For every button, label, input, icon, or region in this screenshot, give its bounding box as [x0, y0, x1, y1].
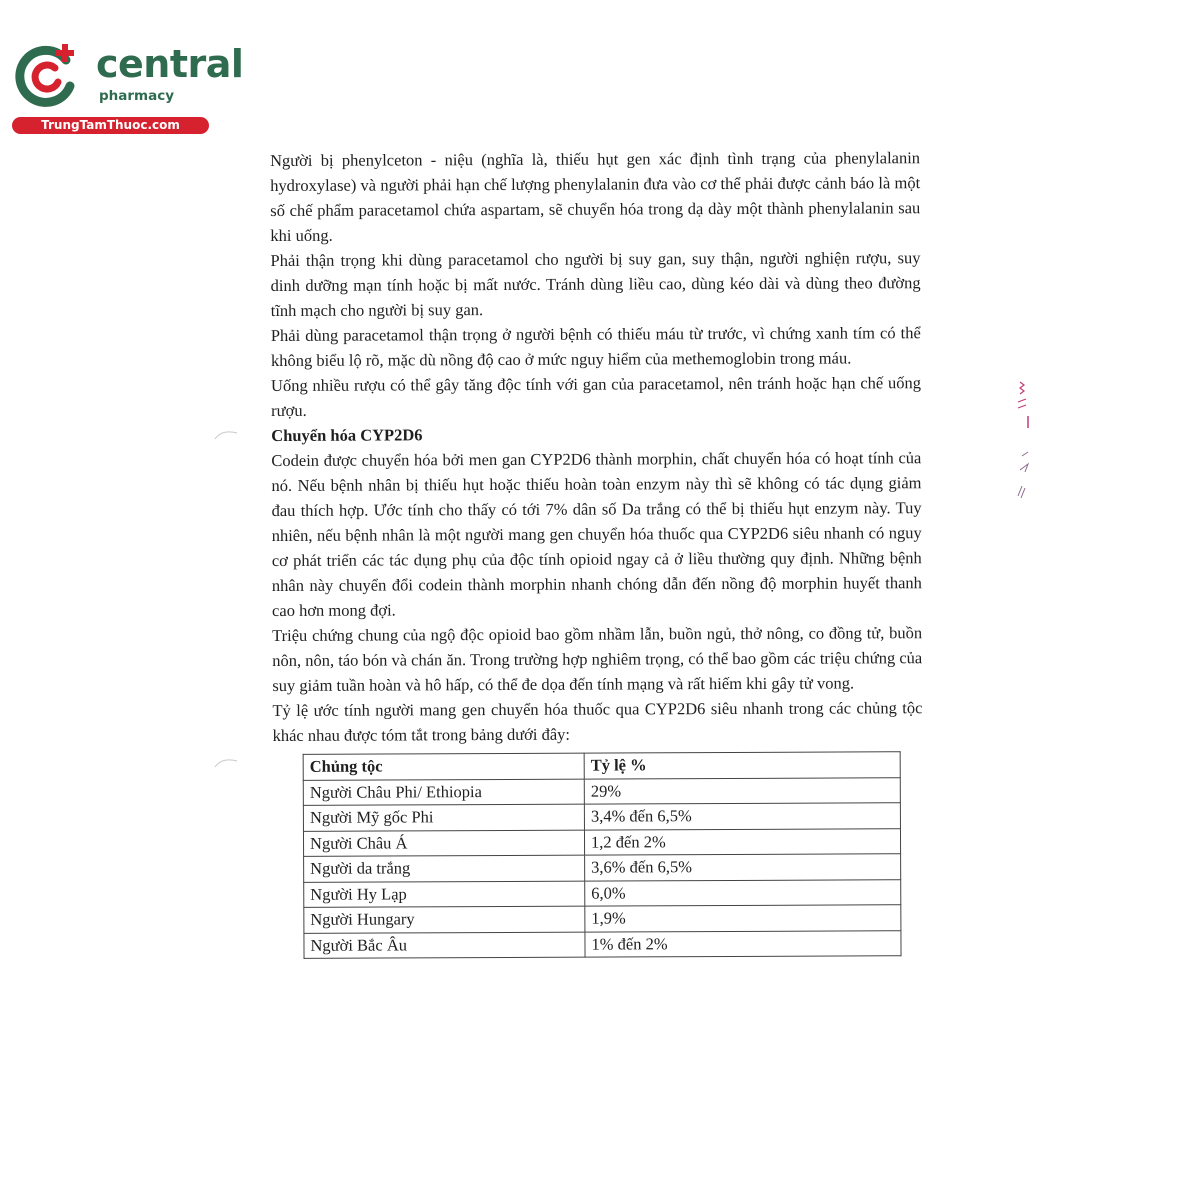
- table-row: [303, 803, 900, 831]
- central-pharmacy-logo[interactable]: [10, 38, 244, 138]
- table-cell-ratio: 1,9%: [585, 905, 901, 932]
- table-header-ratio: Tỷ lệ %: [584, 752, 900, 779]
- document-body: [270, 145, 924, 959]
- logo-brand-name: central: [96, 42, 244, 86]
- table-cell-ethnicity: Người Mỹ gốc Phi: [303, 804, 584, 831]
- paragraph-phenylketonuria: Người bị phenylceton - niệu (nghĩa là, thiếu hụt gen xác định tình trạng của phenylalanin hydroxylase) và người phải hạn chế lượng phenylalanin đưa vào cơ thể phải được cảnh báo là một số chế phẩm paracetamol chứa aspartam, sẽ chuyển hóa trong dạ dày một thành phenylalanin sau khi uống.: [270, 148, 921, 245]
- table-cell-ratio: 6,0%: [585, 879, 901, 906]
- section-heading-cyp2d6: Chuyển hóa CYP2D6: [271, 425, 423, 445]
- table-cell-ethnicity: Người da trắng: [304, 855, 585, 882]
- table-header-ethnicity: Chủng tộc: [303, 753, 584, 780]
- paragraph-codeine-metabolism: Codein được chuyển hóa bởi men gan CYP2D6 thành morphin, chất chuyển hóa có hoạt tính của nó. Nếu bệnh nhân bị thiếu hụt hoặc thiếu hoàn toàn enzym này thì sẽ không có tác dụng giảm đau thích hợp. Ước tính cho thấy có tới 7% dân số Da trắng có thể bị thiếu hụt enzym này. Tuy nhiên, nếu bệnh nhân là một người mang gen chuyển hóa thuốc qua CYP2D6 siêu nhanh có nguy cơ phát triển các tác dụng phụ của độc tính opioid ngay cả ở liều thường quy định. Những bệnh nhân này chuyển đổi codein thành morphin nhanh chóng dẫn đến nồng độ morphin huyết thanh cao hơn mong đợi.: [271, 448, 922, 620]
- table-cell-ratio: 1% đến 2%: [585, 930, 901, 957]
- table-row: [304, 854, 901, 882]
- table-row: [303, 777, 900, 805]
- table-header-row: [303, 752, 900, 780]
- table-row: [304, 905, 901, 933]
- table-cell-ethnicity: Người Hungary: [304, 906, 585, 933]
- table-row: [304, 930, 901, 958]
- punch-hole-mark-icon: [214, 428, 238, 440]
- side-stamp-mark-icon: [1008, 378, 1038, 518]
- table-cell-ratio: 3,4% đến 6,5%: [584, 803, 900, 830]
- table-cell-ethnicity: Người Bắc Âu: [304, 932, 585, 959]
- table-cell-ratio: 3,6% đến 6,5%: [585, 854, 901, 881]
- paragraph-opioid-toxicity: Triệu chứng chung của ngộ độc opioid bao gồm nhầm lẫn, buồn ngủ, thở nông, co đồng tử, buồn nôn, nôn, táo bón và chán ăn. Trong trường hợp nghiêm trọng, có thể bao gồm các triệu chứng của suy giảm tuần hoàn và hô hấp, có thể đe dọa đến tính mạng và rất hiếm khi gây tử vong.: [272, 623, 923, 695]
- pharmacy-cross-logo-icon: [10, 38, 88, 110]
- logo-brand-sub: pharmacy: [99, 88, 175, 104]
- ethnicity-ratio-table: [303, 751, 902, 959]
- logo-website-url[interactable]: TrungTamThuoc.com: [12, 117, 209, 134]
- table-row: [304, 879, 901, 907]
- table-row: [303, 828, 900, 856]
- paragraph-alcohol-caution: Uống nhiều rượu có thể gây tăng độc tính với gan của paracetamol, nên tránh hoặc hạn chế uống rượu.: [270, 373, 922, 420]
- punch-hole-mark-icon: [214, 756, 238, 768]
- table-cell-ratio: 1,2 đến 2%: [584, 828, 900, 855]
- paragraph-liver-caution: Phải thận trọng khi dùng paracetamol cho người bị suy gan, suy thận, người nghiện rượu, suy dinh dưỡng mạn tính hoặc bị mất nước. Tránh dùng liều cao, dùng kéo dài và dùng theo đường tĩnh mạch cho người bị suy gan.: [270, 248, 921, 320]
- table-cell-ethnicity: Người Châu Á: [303, 830, 584, 857]
- paragraph-table-intro: Tỷ lệ ước tính người mang gen chuyển hóa thuốc qua CYP2D6 siêu nhanh trong các chủng tộc khác nhau được tóm tắt trong bảng dưới đây:: [272, 698, 923, 745]
- table-cell-ratio: 29%: [584, 777, 900, 804]
- table-cell-ethnicity: Người Châu Phi/ Ethiopia: [303, 779, 584, 806]
- paragraph-anemia-caution: Phải dùng paracetamol thận trọng ở người bệnh có thiếu máu từ trước, vì chứng xanh tím có thể không biểu lộ rõ, mặc dù nồng độ cao ở mức nguy hiểm của methemoglobin trong máu.: [270, 323, 921, 370]
- table-cell-ethnicity: Người Hy Lạp: [304, 881, 585, 908]
